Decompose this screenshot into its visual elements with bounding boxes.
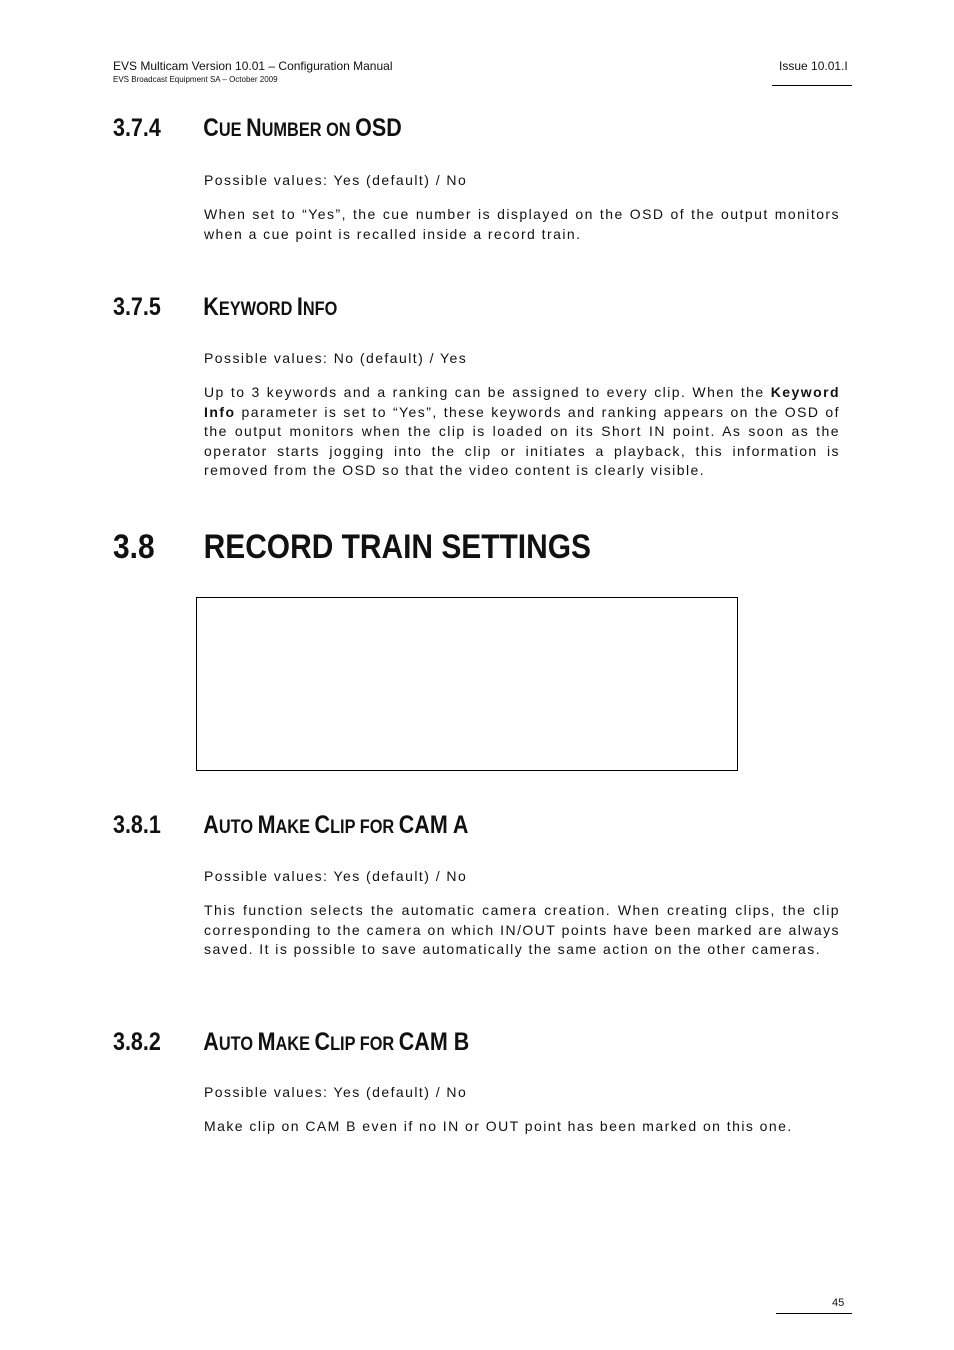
- possible-values-3-7-4: Possible values: Yes (default) / No: [204, 172, 468, 188]
- heading-3-8-1: [113, 811, 468, 840]
- screenshot-placeholder-box: [196, 597, 738, 771]
- possible-values-3-8-1: Possible values: Yes (default) / No: [204, 868, 468, 884]
- document-subtitle: EVS Broadcast Equipment SA – October 2009: [113, 75, 278, 84]
- section-number: 3.7.4: [113, 114, 161, 142]
- body-3-7-4: When set to “Yes”, the cue number is displayed on the OSD of the output monitors when a cue point is recalled inside a record train.: [204, 206, 840, 242]
- heading-text: AUTO MAKE CLIP FOR CAM A: [203, 811, 469, 839]
- body-3-8-1: This function selects the automatic camera creation. When creating clips, the clip corresponding to the camera on which IN/OUT points have been marked are always saved. It is possible to save automatically the same action on the other cameras.: [204, 902, 840, 957]
- heading-text: AUTO MAKE CLIP FOR CAM B: [203, 1028, 470, 1056]
- issue-label: Issue 10.01.I: [779, 59, 848, 73]
- possible-values-3-7-5: Possible values: No (default) / Yes: [204, 350, 468, 366]
- page-number: 45: [832, 1297, 845, 1309]
- heading-3-7-4: [113, 114, 402, 143]
- body-3-8-2: Make clip on CAM B even if no IN or OUT point has been marked on this one.: [204, 1118, 793, 1134]
- header-rule: [772, 85, 852, 86]
- heading-3-8-2: [113, 1028, 469, 1057]
- section-number: 3.7.5: [113, 293, 161, 321]
- heading-3-7-5: [113, 293, 337, 322]
- heading-text: CUE NUMBER ON OSD: [203, 114, 402, 142]
- heading-3-8: [113, 528, 591, 567]
- possible-values-3-8-2: Possible values: Yes (default) / No: [204, 1084, 468, 1100]
- section-number: 3.8.2: [113, 1028, 161, 1056]
- section-number: 3.8.1: [113, 811, 161, 839]
- heading-text: KEYWORD INFO: [203, 293, 338, 321]
- document-title: EVS Multicam Version 10.01 – Configuration Manual: [113, 59, 393, 73]
- heading-text: RECORD TRAIN SETTINGS: [203, 528, 591, 566]
- footer-rule: [776, 1313, 852, 1314]
- keyword-info-term: Keyword Info: [204, 384, 840, 420]
- section-number: 3.8: [113, 528, 155, 566]
- body-3-7-5: Up to 3 keywords and a ranking can be assigned to every clip. When the Keyword Info parameter is set to “Yes”, these keywords and ranking appears on the OSD of the output monitors when the clip is loaded on its Short IN point. As soon as the operator starts jogging into the clip or initiates a playback, this information is removed from the OSD so that the video content is clearly visible.: [204, 384, 840, 478]
